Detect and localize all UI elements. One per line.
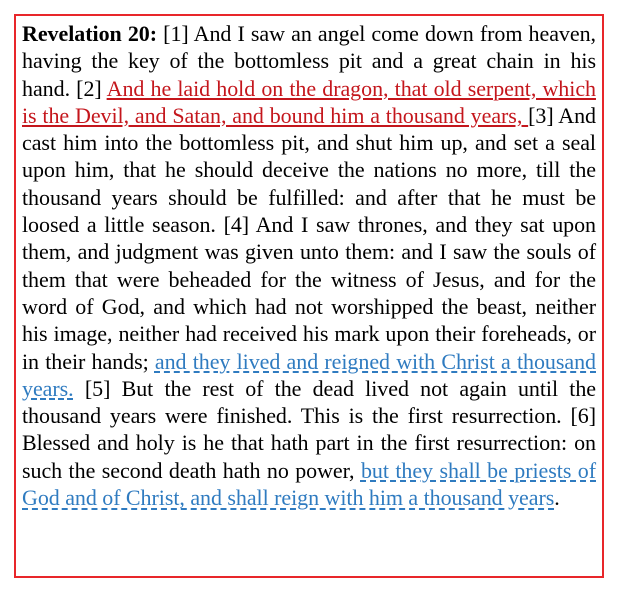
- verses-3-4-text: [3] And cast him into the bottomless pit, and shut him up, and set a seal upon him, that he should deceive the nations no more, till the thousand years should be fulfilled: and after that he must be loosed a little season. [4] And I saw thrones, and they sat upon them, and judgment was given unto them: and I saw the souls of them that were beheaded for the witness of Jesus, and for the word of God, and which had not worshipped the beast, neither his image, neither had received his mark upon their foreheads, or in their hands;: [22, 102, 596, 374]
- verses-1-2-text: [1] And I saw an angel come down from heaven, having the key of the bottomless pit and a great chain in his hand. [2]: [22, 21, 596, 101]
- verses-5-6-text: [5] But the rest of the dead lived not again until the thousand years were finished. This is the first resurrection. [6] Blessed and holy is he that hath part in the first resurrection: on such the second death hath no power,: [22, 375, 596, 483]
- highlight-bound-thousand-years: And he laid hold on the dragon, that old serpent, which is the Devil, and Satan, and bound him a thousand years,: [22, 75, 596, 128]
- closing-period: .: [554, 485, 560, 511]
- scripture-box: [14, 14, 604, 578]
- scripture-passage: [22, 20, 596, 511]
- highlight-priests-of-god: but they shall be priests of God and of Christ, and shall reign with him a thousand years: [22, 457, 597, 511]
- highlight-reigned-with-christ: and they lived and reigned with Christ a thousand years.: [22, 348, 596, 401]
- verse-reference: Revelation 20:: [22, 21, 158, 46]
